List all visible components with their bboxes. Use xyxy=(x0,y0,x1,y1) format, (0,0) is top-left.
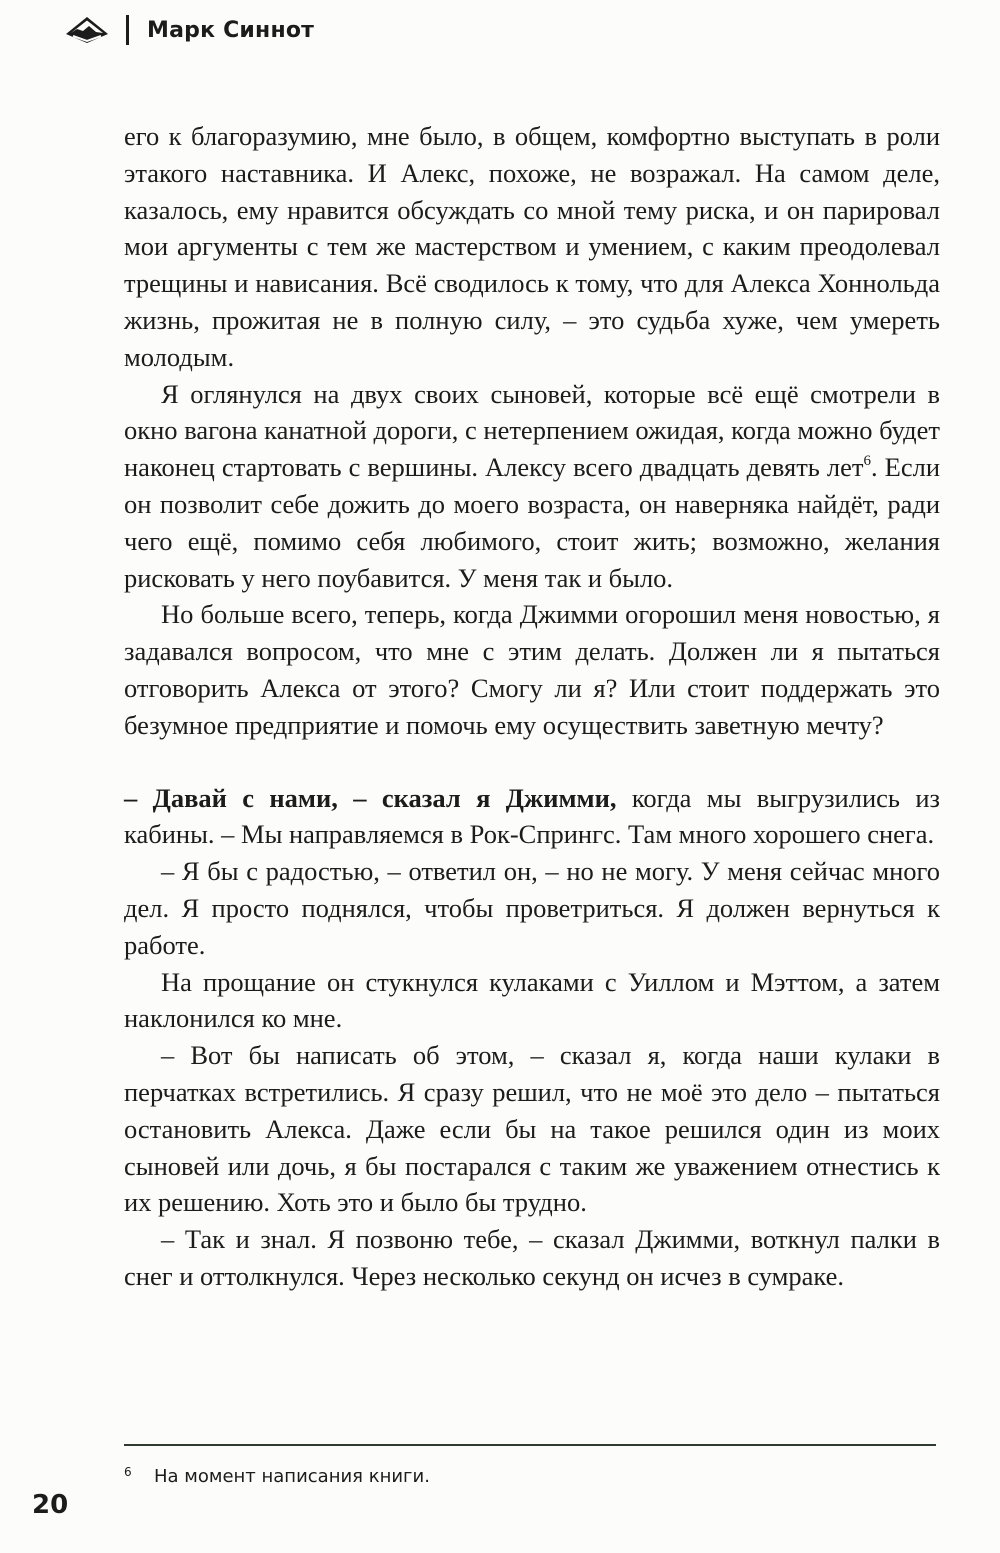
running-header xyxy=(62,12,314,48)
main-text xyxy=(124,118,940,1295)
dialogue-3: – Вот бы написать об этом, – сказал я, когда наши кулаки в перчатках встретились. Я сразу решил, что не моё это дело – пытаться остановить Алекса. Даже если бы на такое решился один из моих сыновей или дочь, я бы постарался с таким же уважением отнестись к их решению. Хоть это и было бы трудно. xyxy=(124,1040,940,1218)
paragraph-2-part-2: Если он позволит себе дожить до моего возраста, он наверняка найдёт, ради чего ещё, помимо себя любимого, стоит жить; возможно, желания рисковать у него поубавится. У меня так и было. xyxy=(124,452,941,593)
dialogue-1-lead: – Давай с нами, – сказал я Джимми, xyxy=(124,782,617,813)
paragraph-3: Но больше всего, теперь, когда Джимми огорошил меня новостью, я задавался вопросом, что мне с этим делать. Должен ли я пытаться отговорить Алекса от этого? Смогу ли я? Или стоит поддержать это безумное предприятие и помочь ему осуществить заветную мечту? xyxy=(124,599,940,740)
paragraph-2: Я оглянулся на двух своих сыновей, которые всё ещё смотрели в окно вагона канатной дороги, с нетерпением ожидая, когда можно будет наконец стартовать с вершины. Алексу всего двадцать девять лет$^6$. Если он позволит себе дожить до моего возраста, он наверняка найдёт, ради чего ещё, помимо себя любимого, стоит жить; возможно, желания рисковать у него поубавится. У меня так и было. xyxy=(124,378,941,593)
paragraph-4: На прощание он стукнулся кулаками с Уиллом и Мэттом, а затем наклонился ко мне. xyxy=(124,966,940,1034)
footnote-text: На момент написания книги. xyxy=(154,1466,430,1487)
header-divider xyxy=(126,15,129,45)
footnote-divider xyxy=(124,1444,936,1446)
dialogue-4: – Так и знал. Я позвоню тебе, – сказал Джимми, воткнул палки в снег и оттолкнулся. Через несколько секунд он исчез в сумраке. xyxy=(124,1224,940,1291)
footnote xyxy=(124,1460,430,1489)
dialogue-2: – Я бы с радостью, – ответил он, – но не могу. У меня сейчас много дел. Я просто поднялся, чтобы проветриться. Я должен вернуться к работе. xyxy=(124,856,940,960)
footnote-reference: 6 xyxy=(863,453,871,470)
page-number: 20 xyxy=(32,1490,69,1520)
dialogue-1 xyxy=(124,780,940,854)
paragraph-1: его к благоразумию, мне было, в общем, комфортно выступать в роли этакого наставника. И Алекс, похоже, не возражал. На самом деле, казалось, ему нравится обсуждать со мной тему риска, и он парировал мои аргументы с тем же мастерством и умением, с каким преодолевал трещины и нависания. Всё сводилось к тому, что для Алекса Хоннольда жизнь, прожитая не в полную силу, – это судьба хуже, чем умереть молодым. xyxy=(124,121,940,372)
paragraph-2-part-1: Я оглянулся на двух своих сыновей, которые всё ещё смотрели в окно вагона канатной дороги, с нетерпением ожидая, когда можно будет наконец стартовать с вершины. Алексу всего двадцать девять лет xyxy=(124,378,940,483)
footnote-marker: 6 xyxy=(124,1465,132,1479)
author-name: Марк Синнот xyxy=(147,17,315,43)
mountain-logo-icon xyxy=(62,12,112,48)
dialogue-1-rest: когда мы выгрузились из кабины. – Мы направляемся в Рок-Спрингс. Там много хорошего снега. xyxy=(124,782,940,850)
